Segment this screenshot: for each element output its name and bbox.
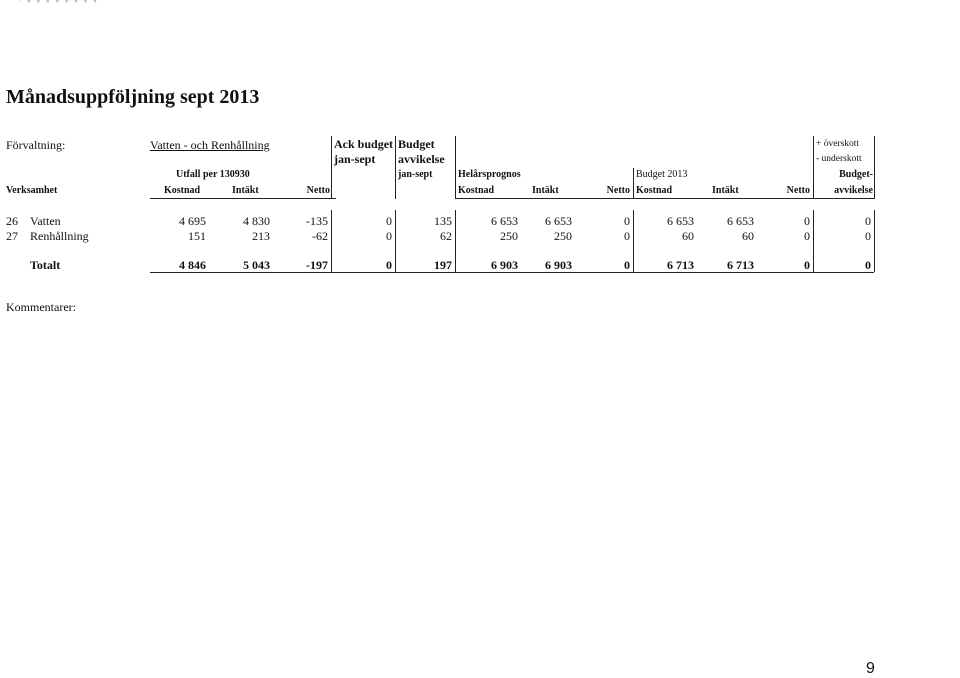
cell-intakt-budget: 6 653 bbox=[727, 214, 754, 228]
cell-budget-avvikelse: 135 bbox=[434, 214, 452, 228]
budget-avvikelse-period: jan-sept bbox=[398, 169, 433, 180]
total-budget-avvikelse: 197 bbox=[434, 258, 452, 272]
cell-kostnad-utfall: 151 bbox=[188, 229, 206, 243]
utfall-label: Utfall per 130930 bbox=[176, 169, 250, 180]
cell-netto-prognos: 0 bbox=[624, 214, 630, 228]
cell-ack-budget: 0 bbox=[386, 229, 392, 243]
verksamhet-header: Verksamhet bbox=[6, 185, 58, 196]
cell-intakt-budget: 60 bbox=[742, 229, 754, 243]
cell-kostnad-prognos: 250 bbox=[500, 229, 518, 243]
overskott-note: + överskott bbox=[816, 139, 860, 149]
col-divider-c-body bbox=[455, 210, 456, 272]
col-divider-f-body bbox=[874, 210, 875, 272]
page-title: Månadsuppföljning sept 2013 bbox=[6, 86, 260, 108]
col-divider-b-body bbox=[395, 210, 396, 272]
cell-kostnad-budget: 60 bbox=[682, 229, 694, 243]
budgetavvikelse-label-2: avvikelse bbox=[834, 185, 873, 196]
cell-netto-utfall: -62 bbox=[312, 229, 328, 243]
cell-intakt-prognos: 6 653 bbox=[545, 214, 572, 228]
cell-kostnad-prognos: 6 653 bbox=[491, 214, 518, 228]
kostnad-header-budget: Kostnad bbox=[636, 185, 673, 196]
row-nr: 27 bbox=[6, 229, 18, 243]
cell-netto-budget: 0 bbox=[804, 229, 810, 243]
cell-intakt-utfall: 4 830 bbox=[243, 214, 270, 228]
kostnad-header-utfall: Kostnad bbox=[164, 185, 201, 196]
total-budgetavvikelse: 0 bbox=[865, 258, 871, 272]
cell-budgetavvikelse: 0 bbox=[865, 229, 871, 243]
budget-avvikelse-label: Budget bbox=[398, 137, 435, 151]
col-divider-c-top bbox=[455, 136, 456, 199]
total-intakt-utfall: 5 043 bbox=[243, 258, 270, 272]
budget-avvikelse-label-2: avvikelse bbox=[398, 152, 445, 166]
col-divider-a-top bbox=[331, 136, 332, 199]
netto-header-utfall: Netto bbox=[306, 185, 330, 196]
col-divider-b-top bbox=[395, 136, 396, 199]
forvaltning-value: Vatten - och Renhållning bbox=[150, 138, 270, 152]
helarsprognos-label: Helårsprognos bbox=[458, 169, 521, 180]
cell-netto-prognos: 0 bbox=[624, 229, 630, 243]
intakt-header-prognos: Intäkt bbox=[532, 185, 559, 196]
budgetavvikelse-label-1: Budget- bbox=[839, 169, 873, 180]
page-number: 9 bbox=[866, 660, 875, 677]
faint-scan-text: · ▪ ▪ ▪ ▪ ▪ ▪ ▪ ▪ bbox=[18, 0, 99, 6]
total-kostnad-prognos: 6 903 bbox=[491, 258, 518, 272]
cell-kostnad-budget: 6 653 bbox=[667, 214, 694, 228]
cell-budgetavvikelse: 0 bbox=[865, 214, 871, 228]
col-divider-f-top bbox=[874, 136, 875, 199]
cell-kostnad-utfall: 4 695 bbox=[179, 214, 206, 228]
header-underline-prognos bbox=[456, 198, 874, 199]
total-kostnad-budget: 6 713 bbox=[667, 258, 694, 272]
cell-netto-utfall: -135 bbox=[306, 214, 328, 228]
total-kostnad-utfall: 4 846 bbox=[179, 258, 206, 272]
row-nr: 26 bbox=[6, 214, 18, 228]
cell-intakt-prognos: 250 bbox=[554, 229, 572, 243]
cell-intakt-utfall: 213 bbox=[252, 229, 270, 243]
total-label: Totalt bbox=[30, 258, 61, 272]
total-netto-prognos: 0 bbox=[624, 258, 630, 272]
ack-budget-period: jan-sept bbox=[334, 152, 376, 166]
cell-budget-avvikelse: 62 bbox=[440, 229, 452, 243]
intakt-header-budget: Intäkt bbox=[712, 185, 739, 196]
underskott-note: - underskott bbox=[816, 154, 862, 164]
intakt-header-utfall: Intäkt bbox=[232, 185, 259, 196]
netto-header-budget: Netto bbox=[786, 185, 810, 196]
netto-header-prognos: Netto bbox=[606, 185, 630, 196]
col-divider-d-body bbox=[633, 210, 634, 272]
total-netto-budget: 0 bbox=[804, 258, 810, 272]
row-name: Renhållning bbox=[30, 229, 89, 243]
forvaltning-label: Förvaltning: bbox=[6, 138, 66, 152]
total-underline bbox=[150, 272, 874, 273]
cell-netto-budget: 0 bbox=[804, 214, 810, 228]
col-divider-e-top bbox=[813, 136, 814, 199]
kostnad-header-prognos: Kostnad bbox=[458, 185, 495, 196]
header-underline-utfall bbox=[150, 198, 336, 199]
budget-2013-label: Budget 2013 bbox=[636, 169, 688, 180]
total-intakt-prognos: 6 903 bbox=[545, 258, 572, 272]
total-netto-utfall: -197 bbox=[306, 258, 328, 272]
ack-budget-label: Ack budget bbox=[334, 137, 394, 151]
col-divider-a-body bbox=[331, 210, 332, 272]
col-divider-e-body bbox=[813, 210, 814, 272]
kommentarer-label: Kommentarer: bbox=[6, 300, 76, 314]
total-ack-budget: 0 bbox=[386, 258, 392, 272]
col-divider-d-top bbox=[633, 168, 634, 199]
row-name: Vatten bbox=[30, 214, 61, 228]
total-intakt-budget: 6 713 bbox=[727, 258, 754, 272]
cell-ack-budget: 0 bbox=[386, 214, 392, 228]
